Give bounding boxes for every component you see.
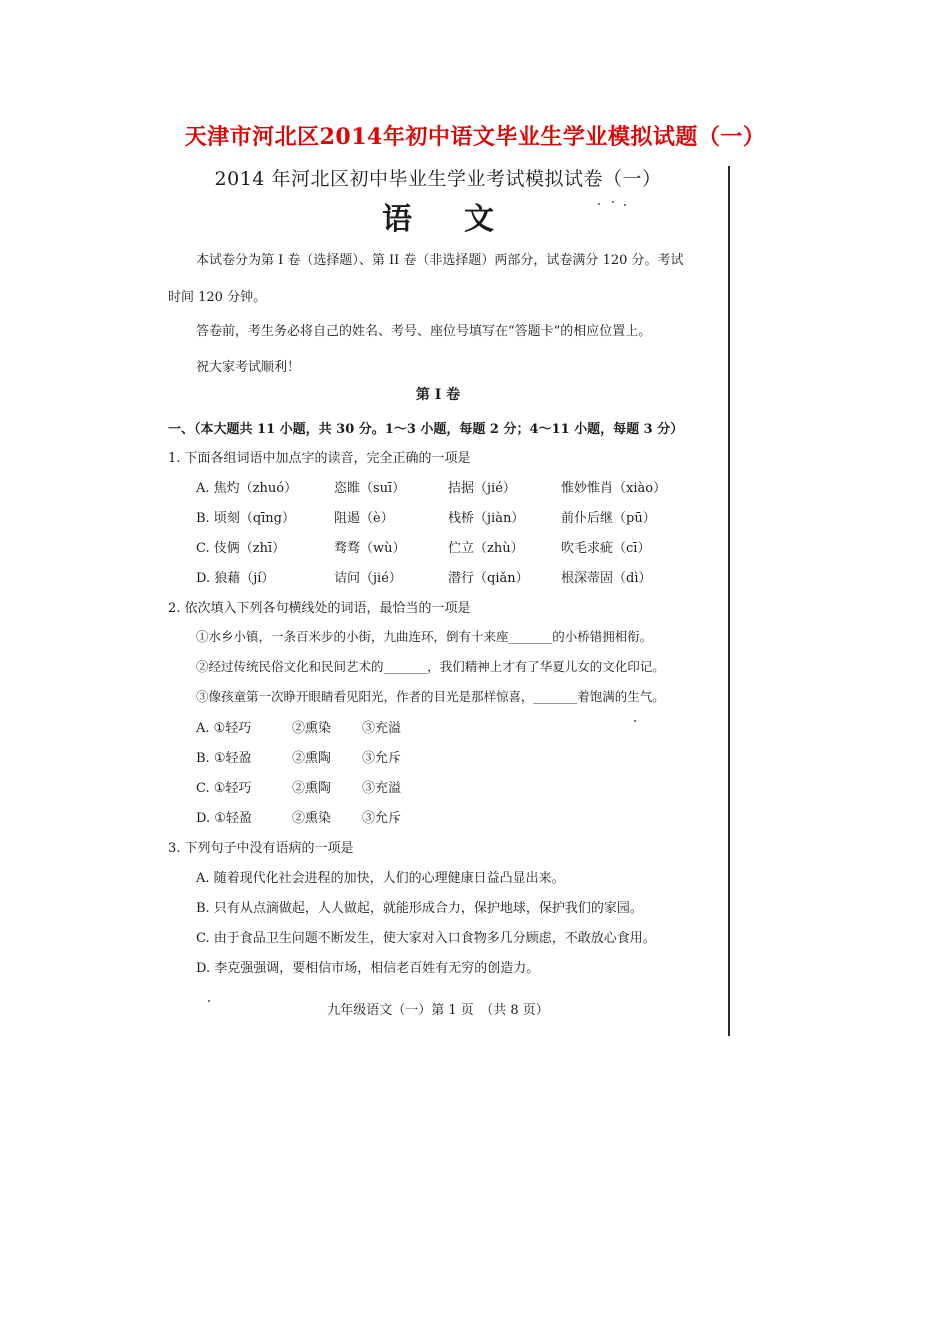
instruction-line: 答卷前，考生务必将自己的姓名、考号、座位号填写在“答题卡”的相应位置上。 — [196, 324, 652, 339]
option-cell: 根深蒂固（dì） — [561, 571, 652, 586]
document-title: 天津市河北区2014年初中语文毕业生学业模拟试题（一） — [184, 124, 766, 150]
instruction-line: 时间 120 分钟。 — [168, 290, 267, 305]
option-cell: 骛骛（wù） — [334, 541, 406, 556]
option-cell: 吹毛求疵（cī） — [561, 541, 651, 556]
option-cell: ③允斥 — [362, 751, 402, 766]
scan-speck — [634, 720, 636, 722]
option-cell: B. 顷刻（qīng） — [196, 511, 295, 526]
sentence: ②经过传统民俗文化和民间艺术的_______，我们精神上才有了华夏儿女的文化印记。 — [196, 659, 665, 674]
option-line: C. 由于食品卫生问题不断发生，使大家对入口食物多几分顾虑，不敢放心食用。 — [196, 931, 656, 946]
option-line: B. 只有从点滴做起，人人做起，就能形成合力，保护地球，保护我们的家园。 — [196, 901, 643, 916]
option-cell: ②熏陶 — [292, 751, 332, 766]
option-line: D. 李克强强调，要相信市场，相信老百姓有无穷的创造力。 — [196, 961, 540, 976]
sentence: ③像孩童第一次睁开眼睛看见阳光，作者的目光是那样惊喜，_______着饱满的生气。 — [196, 689, 665, 704]
option-cell: ③允斥 — [362, 811, 402, 826]
instruction-line: 本试卷分为第 I 卷（选择题）、第 II 卷（非选择题）两部分，试卷满分 120 分。考试 — [196, 253, 684, 268]
section-heading: 第 I 卷 — [415, 387, 461, 403]
exam-title: 2014 年河北区初中毕业生学业考试模拟试卷（一） — [214, 168, 662, 190]
option-cell: 栈桥（jiàn） — [448, 511, 525, 526]
question-stem: 3. 下列句子中没有语病的一项是 — [168, 841, 354, 856]
option-cell: A. ①轻巧 — [196, 721, 252, 736]
option-cell: ②熏染 — [292, 811, 332, 826]
subject-heading: 语 文 — [382, 202, 494, 237]
option-cell: ②熏染 — [292, 721, 332, 736]
page-footer: 九年级语文（一）第 1 页 （共 8 页） — [327, 1003, 549, 1018]
question-stem: 2. 依次填入下列各句横线处的词语，最恰当的一项是 — [168, 601, 471, 616]
option-cell: 伫立（zhù） — [448, 541, 524, 556]
option-cell: 恣睢（suī） — [334, 481, 406, 496]
option-cell: 惟妙惟肖（xiào） — [561, 481, 667, 496]
option-cell: B. ①轻盈 — [196, 751, 252, 766]
option-cell: ③充溢 — [362, 721, 402, 736]
sentence: ①水乡小镇，一条百米步的小街，九曲连环，倒有十来座_______的小桥错拥相衔。 — [196, 629, 653, 644]
instruction-line: 祝大家考试顺利！ — [196, 360, 301, 375]
option-cell: D. ①轻盈 — [196, 811, 252, 826]
option-cell: ②熏陶 — [292, 781, 332, 796]
option-cell: A. 焦灼（zhuó） — [196, 481, 298, 496]
part-heading: 一、（本大题共 11 小题，共 30 分。1～3 小题，每题 2 分；4～11 小题，每题 3 分） — [168, 422, 684, 437]
page-edge-line — [728, 166, 730, 1036]
option-cell: ③充溢 — [362, 781, 402, 796]
question-stem: 1. 下面各组词语中加点字的读音，完全正确的一项是 — [168, 451, 471, 466]
option-cell: 潜行（qiǎn） — [448, 571, 529, 586]
option-cell: 阻遏（è） — [334, 511, 394, 526]
option-cell: 诘问（jié） — [334, 571, 402, 586]
option-line: A. 随着现代化社会进程的加快，人们的心理健康日益凸显出来。 — [196, 871, 565, 886]
option-cell: 前仆后继（pū） — [561, 511, 656, 526]
option-cell: C. 伎俩（zhī） — [196, 541, 286, 556]
option-cell: C. ①轻巧 — [196, 781, 252, 796]
option-cell: 拮据（jié） — [448, 481, 516, 496]
option-cell: D. 狼藉（jí） — [196, 571, 275, 586]
